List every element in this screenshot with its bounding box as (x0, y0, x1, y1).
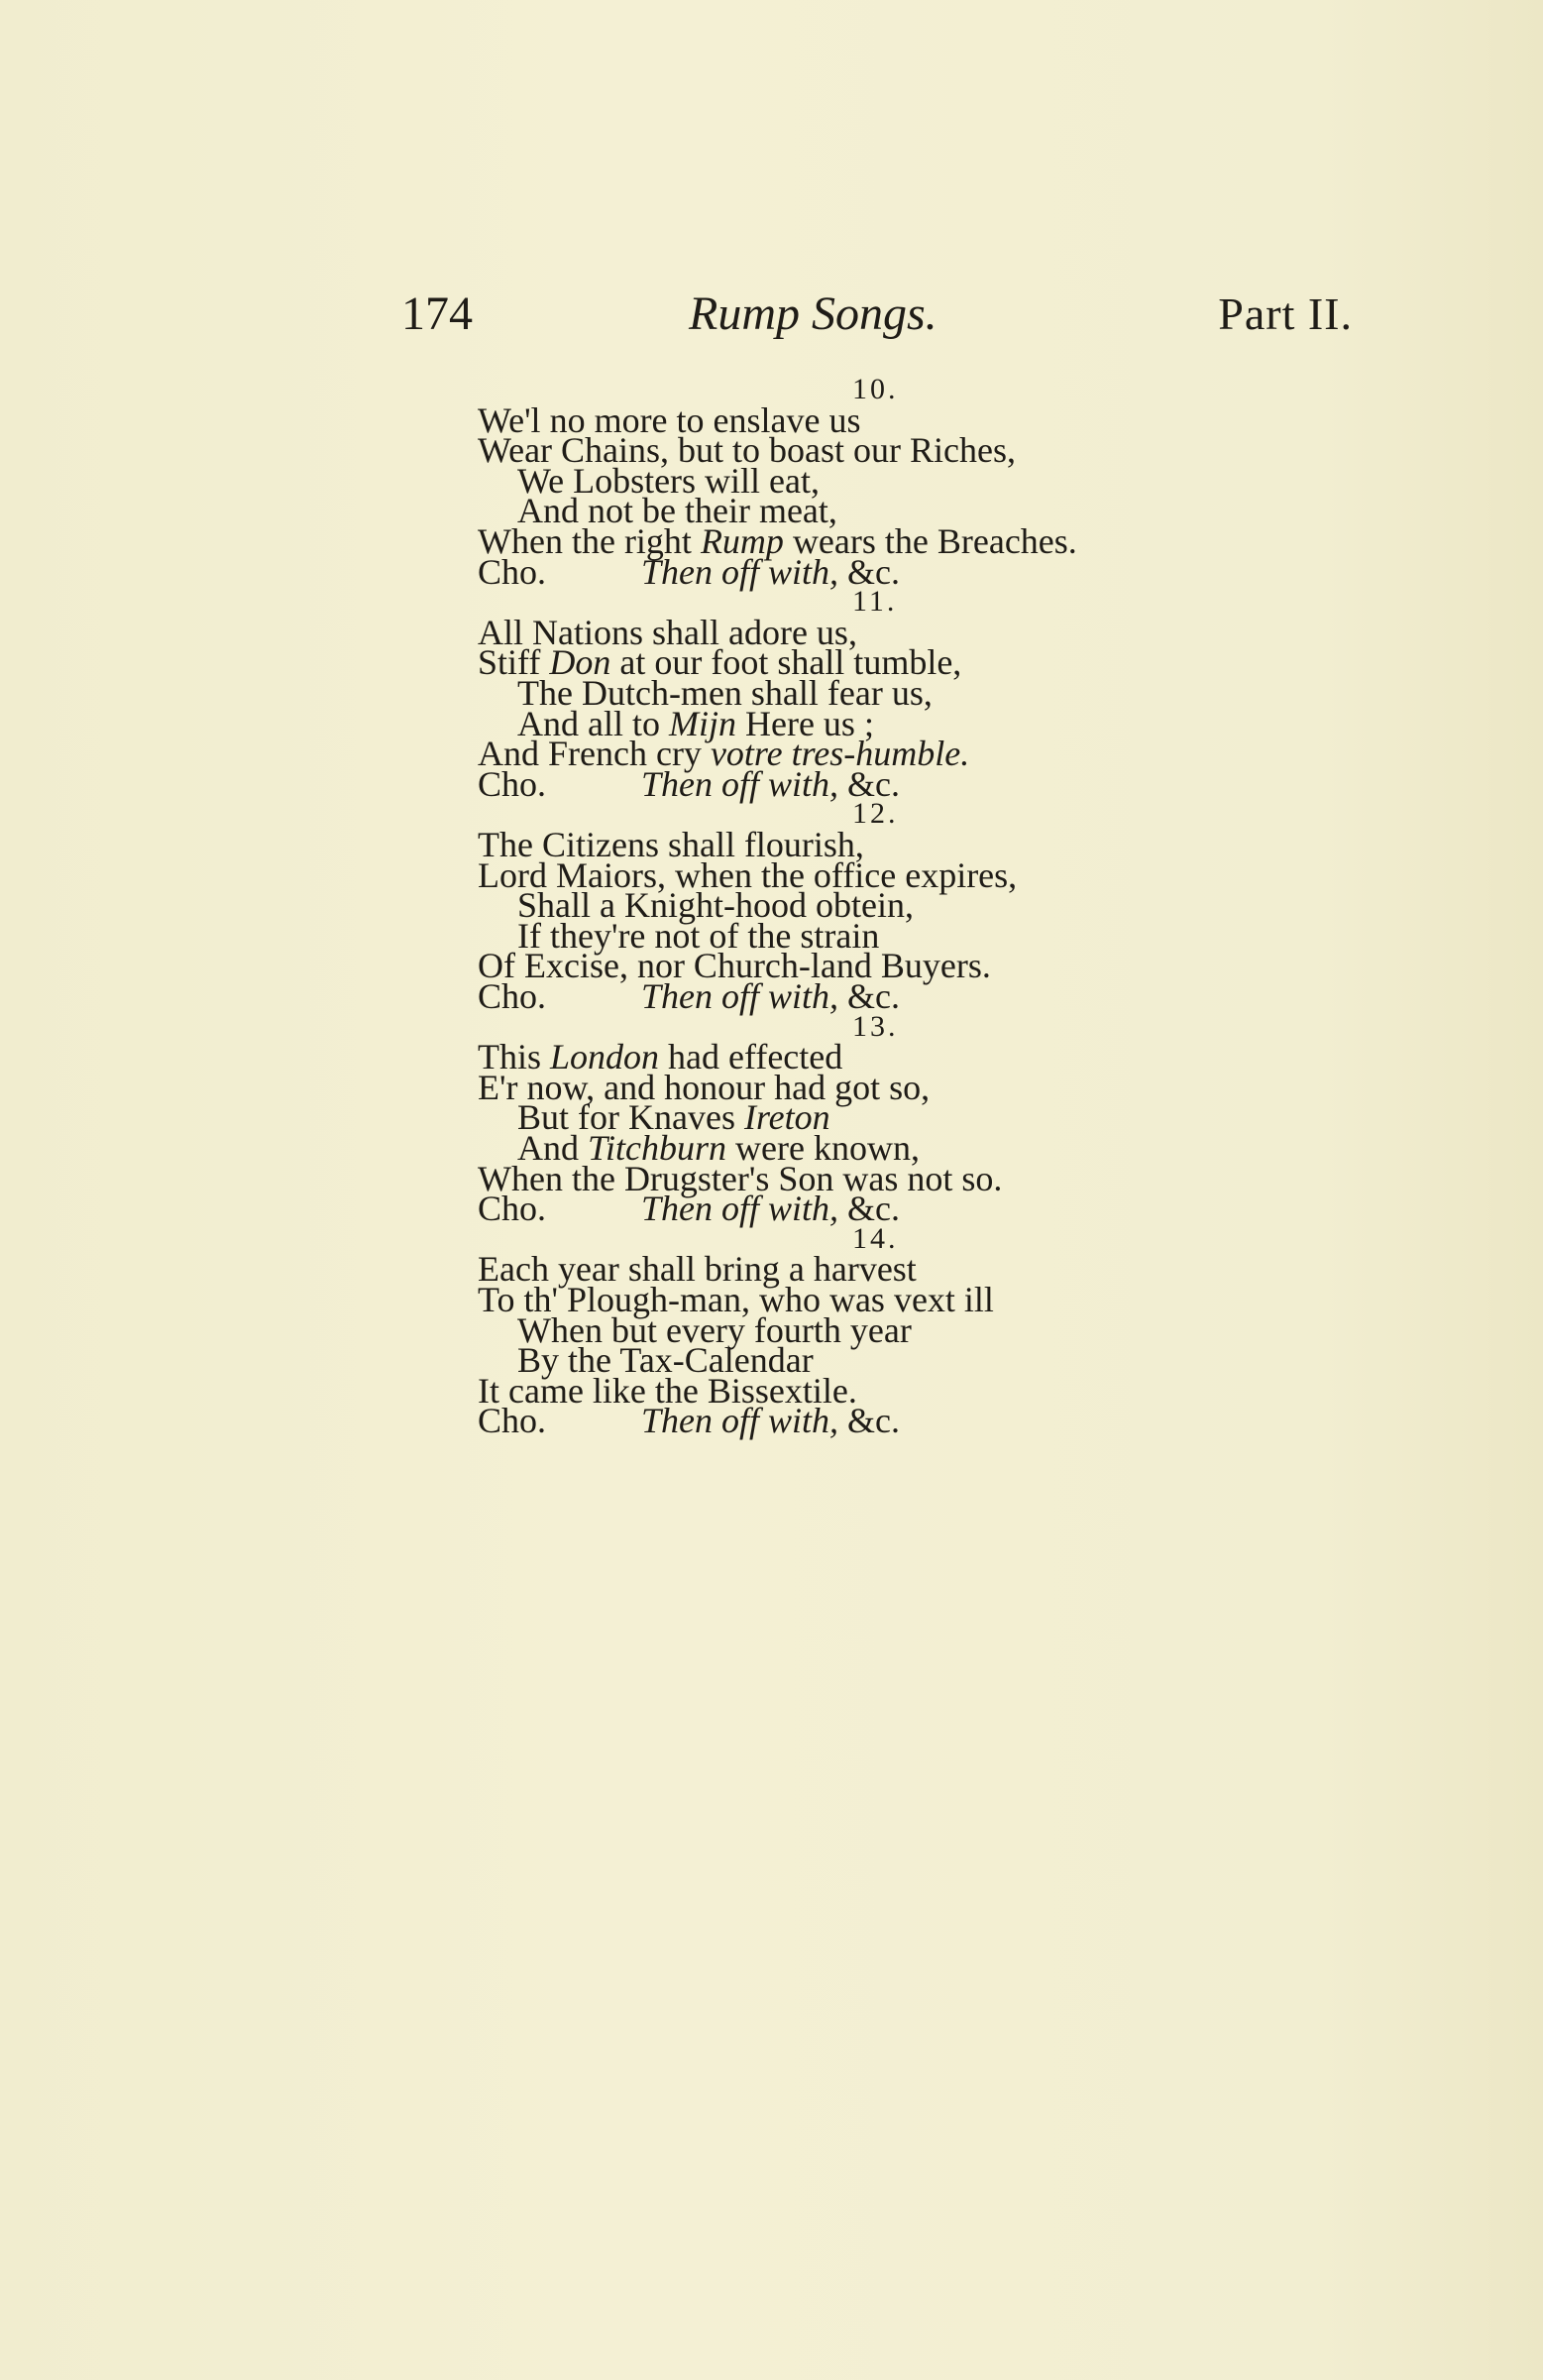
verse-text: And French cry (478, 734, 711, 774)
page-number: 174 (401, 287, 473, 340)
verse-text: To th' Plough-man, who was vext ill (478, 1280, 994, 1319)
chorus-refrain: Then off with, (641, 976, 839, 1016)
italic-text: Ireton (743, 1097, 830, 1138)
verse-text: We Lobsters will eat, (517, 460, 821, 501)
chorus-refrain: Then off with, (641, 1189, 839, 1229)
stanza-number: 13. (852, 1009, 899, 1043)
stanza-number: 12. (852, 797, 899, 831)
chorus-label: Cho. (478, 976, 547, 1016)
verse-text: All Nations shall adore us, (478, 612, 857, 652)
italic-text: London (550, 1037, 660, 1077)
verse-text: The Dutch-men shall fear us, (517, 673, 933, 713)
chorus-line (478, 761, 900, 807)
chorus-line (478, 1398, 900, 1443)
verse-text: The Citizens shall flourish, (478, 825, 864, 864)
verse-text: When but every fourth year (517, 1309, 912, 1350)
verse-text: This (478, 1037, 551, 1077)
verse-text: It came like the Bissextile. (478, 1370, 857, 1411)
verse-text: When the right (478, 521, 701, 561)
chorus-etc: &c. (838, 1401, 901, 1441)
italic-text: Rump (700, 521, 784, 561)
chorus-refrain: Then off with, (641, 763, 839, 804)
chorus-etc: &c. (838, 551, 901, 592)
verse-text: were known, (726, 1128, 920, 1168)
chorus-refrain: Then off with, (641, 551, 839, 592)
verse-text: Of Excise, nor Church-land Buyers. (478, 946, 991, 986)
stanza-number: 11. (852, 585, 898, 619)
chorus-line (478, 549, 900, 595)
chorus-line (478, 973, 900, 1019)
italic-text: Don (549, 642, 611, 683)
verse-text: And all to (517, 703, 669, 743)
verse-text: By the Tax-Calendar (517, 1340, 814, 1381)
running-title: Rump Songs. (689, 287, 937, 340)
italic-text: Titchburn (588, 1128, 727, 1168)
verse-text: Stiff (478, 642, 550, 683)
verse-text: We'l no more to enslave us (478, 399, 861, 440)
verse-text: And (517, 1128, 588, 1168)
verse-text: If they're not of the strain (517, 915, 880, 956)
chorus-refrain: Then off with, (641, 1401, 839, 1441)
verse-text: And not be their meat, (517, 491, 837, 531)
chorus-line (478, 1186, 900, 1231)
stanza-number: 10. (852, 373, 899, 405)
verse-text: Lord Maiors, when the office expires, (478, 854, 1018, 895)
italic-text: votre tres-humble. (710, 734, 970, 774)
verse-text: Each year shall bring a harvest (478, 1249, 917, 1290)
chorus-label: Cho. (478, 1189, 547, 1229)
verse-text: Here us ; (735, 703, 874, 743)
verse-text: But for Knaves (517, 1097, 744, 1138)
chorus-etc: &c. (838, 763, 901, 804)
chorus-label: Cho. (478, 763, 547, 804)
part-label: Part II. (1218, 288, 1353, 339)
verse-text: When the Drugster's Son was not so. (478, 1158, 1003, 1198)
verse-text: had effected (659, 1037, 843, 1077)
verse-text: Shall a Knight-hood obtein, (517, 885, 914, 926)
verse-text: E'r now, and honour had got so, (478, 1067, 931, 1107)
italic-text: Mijn (668, 703, 736, 743)
chorus-label: Cho. (478, 551, 547, 592)
stanza-number: 14. (852, 1221, 899, 1255)
verse-text: Wear Chains, but to boast our Riches, (478, 430, 1017, 471)
verse-text: wears the Breaches. (783, 521, 1077, 561)
page-header (401, 280, 1353, 349)
chorus-etc: &c. (838, 976, 901, 1016)
verse-text: at our foot shall tumble, (610, 642, 962, 683)
chorus-etc: &c. (838, 1189, 901, 1229)
chorus-label: Cho. (478, 1401, 547, 1441)
